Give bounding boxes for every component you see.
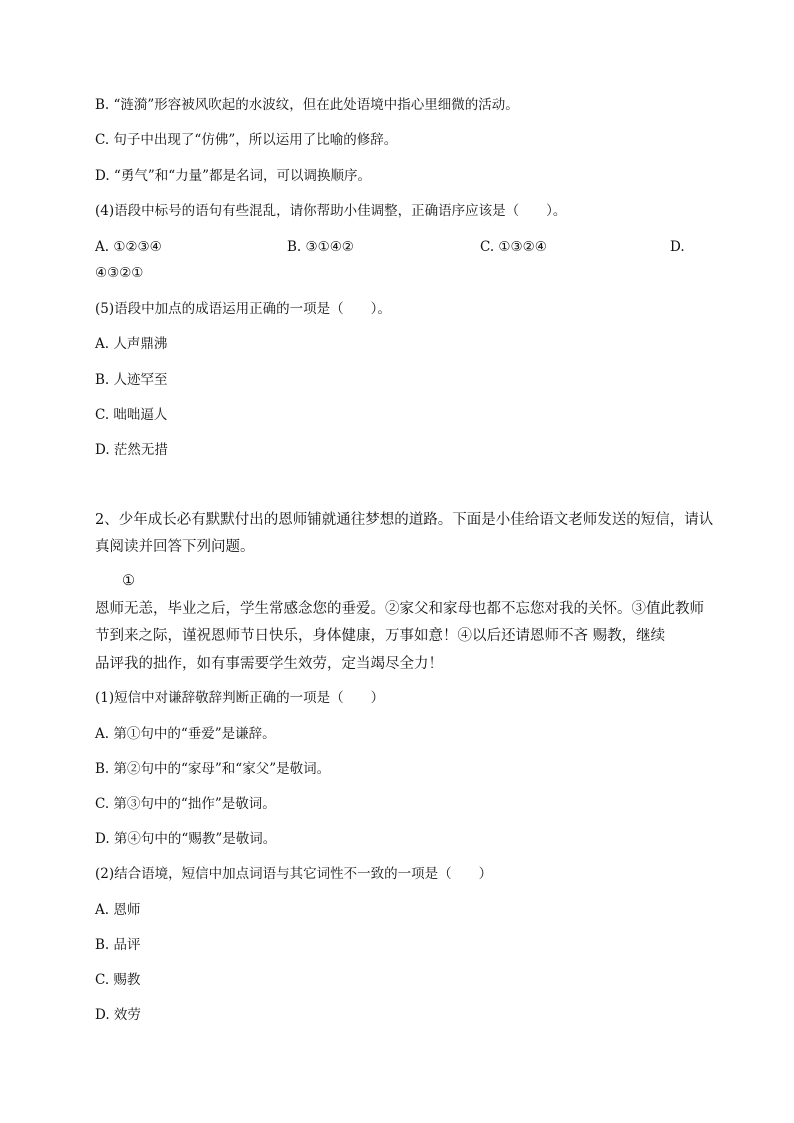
q2-sub1-option-c: C. 第③句中的“拙作”是敬词。 xyxy=(95,796,276,812)
q1-sub4-stem: (4)语段中标号的语句有些混乱，请你帮助小佳调整，正确语序应该是（ ）。 xyxy=(95,203,567,219)
q2-message-marker: ① xyxy=(122,573,135,589)
q1-sub4-option-a: A. ①②③④ xyxy=(95,239,162,255)
q1-sub4-option-d-value: ④③②① xyxy=(95,265,144,281)
q2-sub1-stem: (1)短信中对谦辞敬辞判断正确的一项是（ ） xyxy=(95,690,385,706)
q1-sub4-option-b: B. ③①④② xyxy=(287,239,354,255)
q2-sub1-option-d: D. 第④句中的“赐教”是敬词。 xyxy=(95,831,277,847)
q2-sub1-option-b: B. 第②句中的“家母”和“家父”是敬词。 xyxy=(95,761,331,777)
q1-sub5-option-a: A. 人声鼎沸 xyxy=(95,336,168,352)
q2-message-line-3: 品评我的拙作，如有事需要学生效劳，定当竭尽全力！ xyxy=(95,656,443,672)
q1-option-c: C. 句子中出现了“仿佛”，所以运用了比喻的修辞。 xyxy=(95,132,398,148)
q1-sub4-option-c: C. ①③②④ xyxy=(480,239,547,255)
q2-sub1-option-a: A. 第①句中的“垂爱”是谦辞。 xyxy=(95,726,276,742)
q1-option-b: B. “涟漪”形容被风吹起的水波纹，但在此处语境中指心里细微的活动。 xyxy=(95,97,519,113)
q1-sub4-option-d-label: D. xyxy=(670,239,685,255)
q2-sub2-option-d: D. 效劳 xyxy=(95,1007,141,1023)
q2-sub2-option-a: A. 恩师 xyxy=(95,902,141,918)
q2-intro-line-2: 真阅读并回答下列问题。 xyxy=(95,539,255,555)
q1-option-d: D. “勇气”和“力量”都是名词，可以调换顺序。 xyxy=(95,168,372,184)
q2-intro-line-1: 2、少年成长必有默默付出的恩师铺就通往梦想的道路。下面是小佳给语文老师发送的短信，请认 xyxy=(95,512,714,528)
q2-sub2-option-b: B. 品评 xyxy=(95,937,141,953)
q2-message-line-1: 恩师无恙，毕业之后，学生常感念您的垂爱。②家父和家母也都不忘您对我的关怀。③值此教师 xyxy=(95,601,704,617)
q2-sub2-stem: (2)结合语境，短信中加点词语与其它词性不一致的一项是（ ） xyxy=(95,866,493,882)
q1-sub5-option-c: C. 咄咄逼人 xyxy=(95,407,168,423)
q1-sub5-option-b: B. 人迹罕至 xyxy=(95,372,168,388)
q2-message-line-2: 节到来之际，谨祝恩师节日快乐，身体健康，万事如意！④以后还请恩师不吝 赐教，继续 xyxy=(95,628,666,644)
q2-sub2-option-c: C. 赐教 xyxy=(95,972,141,988)
q1-sub5-option-d: D. 茫然无措 xyxy=(95,442,168,458)
q1-sub5-stem: (5)语段中加点的成语运用正确的一项是（ ）。 xyxy=(95,301,391,317)
